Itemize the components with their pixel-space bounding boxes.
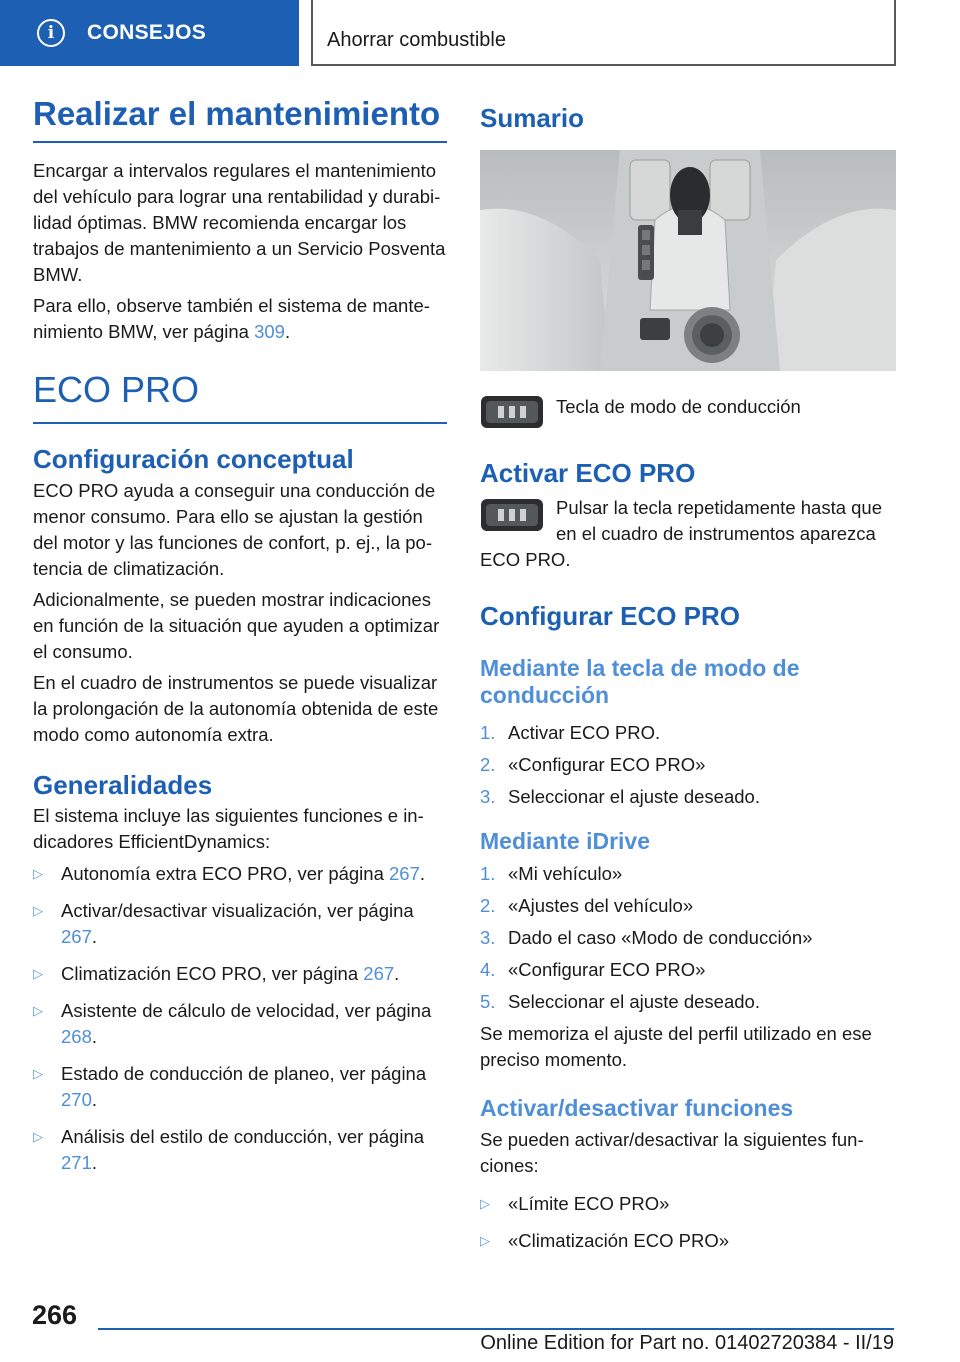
list-item: 3. Dado el caso «Modo de conducción» bbox=[480, 927, 813, 949]
driving-mode-button-icon bbox=[480, 497, 544, 533]
page-link[interactable]: 271 bbox=[61, 1151, 92, 1173]
footer-divider bbox=[98, 1328, 894, 1330]
paragraph: Encargar a intervalos regulares el mantenimiento del vehículo para lograr una rentabilidad y durabilidad óptimas. BMW recomienda encargar los trabajos de mantenimiento a un Servicio Posventa BMW. bbox=[33, 159, 446, 285]
heading-configuracion: Configuración conceptual bbox=[33, 444, 354, 475]
header-section-box bbox=[311, 0, 896, 66]
paragraph: Pulsar la tecla repetidamente hasta que en el cuadro de instrumentos aparezca ECO PRO. bbox=[480, 497, 883, 571]
edition-text: Online Edition for Part no. 01402720384 - II/19 bbox=[480, 1332, 894, 1354]
list-item: ▷ Activar/desactivar visualización, ver página 267. bbox=[33, 899, 414, 947]
section-title: Ahorrar combustible bbox=[327, 29, 506, 51]
page-number: 266 bbox=[32, 1300, 78, 1330]
header-tab-label: CONSEJOS bbox=[87, 21, 207, 44]
triangle-bullet-icon: ▷ bbox=[33, 1128, 43, 1144]
page-link[interactable]: 267 bbox=[389, 862, 420, 884]
heading-generalidades: Generalidades bbox=[33, 769, 213, 800]
list-item: ▷ Estado de conducción de planeo, ver página 270. bbox=[33, 1062, 427, 1110]
list-item: ▷ «Climatización ECO PRO» bbox=[480, 1228, 896, 1254]
functions-list bbox=[480, 1191, 896, 1254]
steps-idrive-list bbox=[480, 861, 896, 1015]
steps-tecla-list bbox=[480, 720, 896, 810]
list-item: 4. «Configurar ECO PRO» bbox=[480, 959, 706, 981]
triangle-bullet-icon: ▷ bbox=[33, 902, 43, 918]
caption-row bbox=[480, 394, 896, 430]
triangle-bullet-icon: ▷ bbox=[480, 1232, 490, 1248]
left-column bbox=[33, 95, 447, 1187]
list-item: 1. Activar ECO PRO. bbox=[480, 721, 661, 743]
list-item: 1. «Mi vehículo» bbox=[480, 863, 623, 885]
list-item: ▷ Climatización ECO PRO, ver página 267. bbox=[33, 961, 447, 987]
features-list bbox=[33, 861, 447, 1176]
heading-activar: Activar ECO PRO bbox=[480, 458, 696, 489]
page-link[interactable]: 268 bbox=[61, 1025, 92, 1047]
heading-mantenimiento: Realizar el mantenimiento bbox=[33, 95, 447, 143]
list-item: 2. «Configurar ECO PRO» bbox=[480, 753, 706, 775]
center-console-photo bbox=[480, 150, 896, 371]
info-icon: i bbox=[37, 19, 65, 47]
right-column bbox=[480, 95, 896, 1265]
paragraph: ECO PRO ayuda a conseguir una conducción de menor consumo. Para ello se ajustan la gestión del motor y las funciones de confort, p. ej., la potencia de climatización. bbox=[33, 479, 436, 579]
triangle-bullet-icon: ▷ bbox=[33, 1002, 43, 1018]
paragraph: Se pueden activar/desactivar la siguientes funciones: bbox=[480, 1128, 864, 1176]
page-link[interactable]: 267 bbox=[363, 962, 395, 984]
page-link[interactable]: 267 bbox=[61, 925, 92, 947]
list-item: 3. Seleccionar el ajuste deseado. bbox=[480, 785, 760, 807]
heading-funciones: Activar/desactivar funciones bbox=[480, 1095, 794, 1122]
list-item: ▷ «Límite ECO PRO» bbox=[480, 1191, 896, 1217]
paragraph: El sistema incluye las siguientes funciones e indicadores EfficientDynamics: bbox=[33, 804, 424, 852]
page-link[interactable]: 270 bbox=[61, 1088, 92, 1110]
paragraph: Adicionalmente, se pueden mostrar indicaciones en función de la situación que ayuden a optimizar el consumo. bbox=[33, 588, 440, 662]
button-caption: Tecla de modo de conducción bbox=[556, 396, 801, 418]
header-tab bbox=[0, 0, 299, 66]
triangle-bullet-icon: ▷ bbox=[33, 1065, 43, 1081]
paragraph: Para ello, observe también el sistema de mantenimiento BMW, ver página 309. bbox=[33, 294, 430, 342]
list-item: ▷ Autonomía extra ECO PRO, ver página 267. bbox=[33, 861, 447, 887]
list-item: 5. Seleccionar el ajuste deseado. bbox=[480, 991, 760, 1013]
triangle-bullet-icon: ▷ bbox=[480, 1195, 490, 1211]
list-item: 2. «Ajustes del vehículo» bbox=[480, 895, 694, 917]
heading-eco-pro: ECO PRO bbox=[33, 369, 447, 424]
page-link[interactable]: 309 bbox=[254, 320, 285, 342]
heading-idrive: Mediante iDrive bbox=[480, 827, 650, 854]
heading-tecla: Mediante la tecla de modo de conducción bbox=[480, 654, 800, 709]
paragraph: Se memoriza el ajuste del perfil utilizado en ese preciso momento. bbox=[480, 1023, 872, 1071]
list-item: ▷ Asistente de cálculo de velocidad, ver página 268. bbox=[33, 999, 432, 1047]
driving-mode-button-icon bbox=[480, 394, 544, 430]
triangle-bullet-icon: ▷ bbox=[33, 865, 43, 881]
heading-sumario: Sumario bbox=[480, 103, 585, 133]
paragraph: En el cuadro de instrumentos se puede visualizar la prolongación de la autonomía obtenida de este modo como autonomía extra. bbox=[33, 671, 439, 745]
heading-configurar: Configurar ECO PRO bbox=[480, 601, 741, 632]
list-item: ▷ Análisis del estilo de conducción, ver página 271. bbox=[33, 1125, 425, 1173]
triangle-bullet-icon: ▷ bbox=[33, 965, 43, 981]
